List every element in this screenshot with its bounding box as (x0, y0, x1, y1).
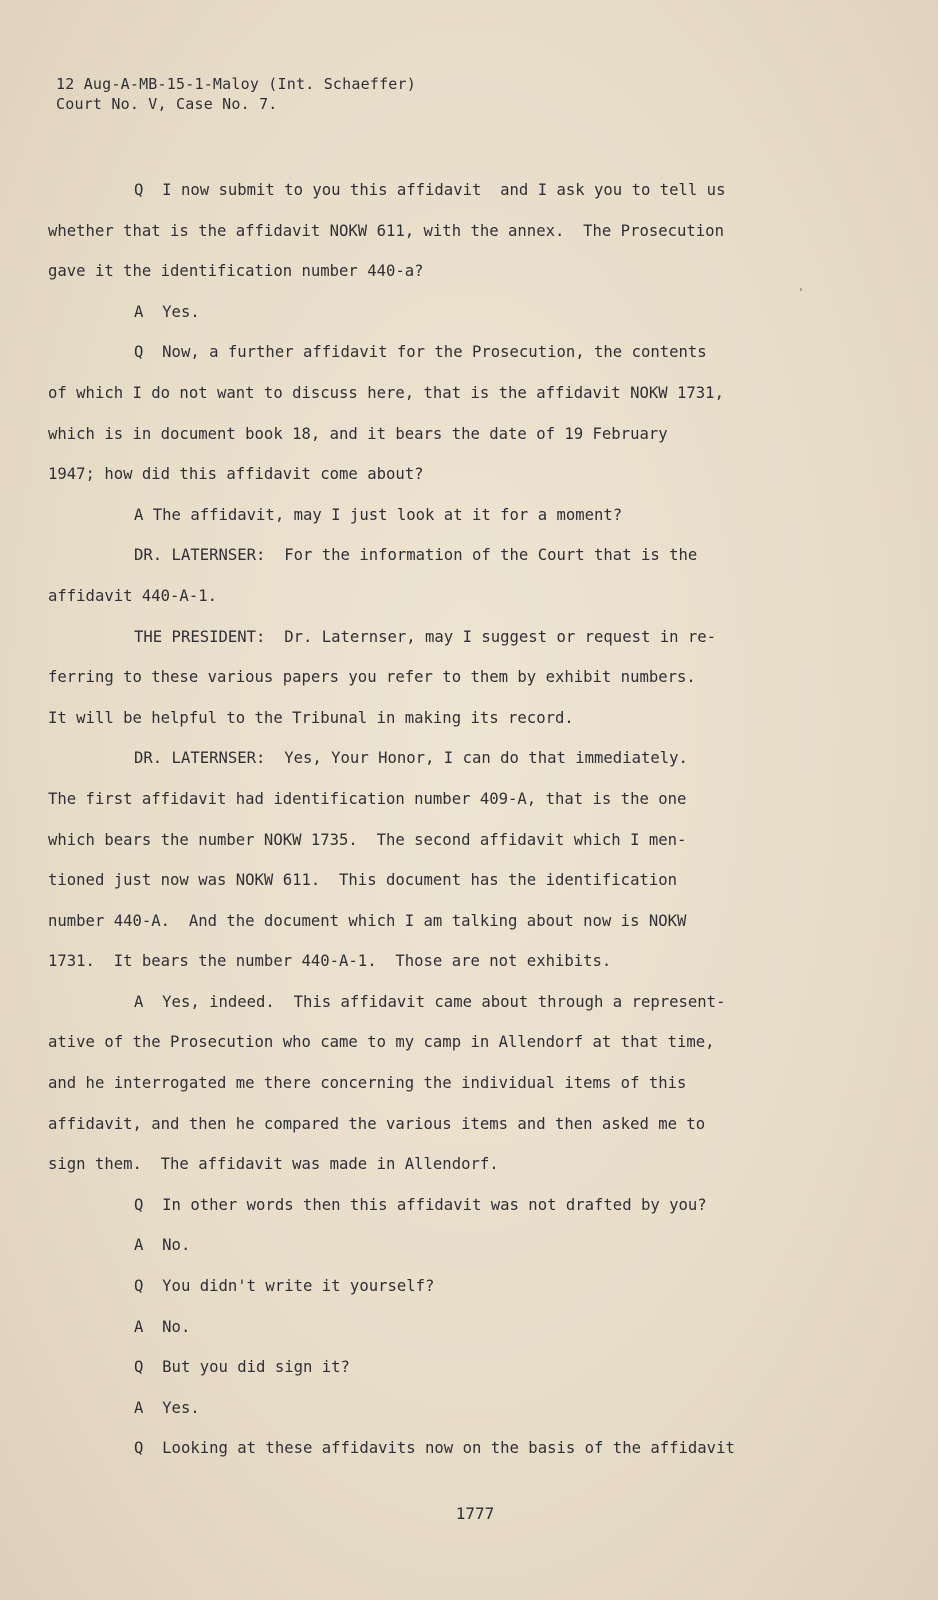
transcript-line: The first affidavit had identification number 409-A, that is the one (48, 789, 687, 808)
transcript-line: ative of the Prosecution who came to my camp in Allendorf at that time, (48, 1033, 715, 1052)
page-number: 1777 (455, 1504, 495, 1523)
transcript-line: Q But you did sign it? (134, 1358, 350, 1377)
transcript-line: 1731. It bears the number 440-A-1. Those are not exhibits. (48, 952, 612, 971)
transcript-line: which bears the number NOKW 1735. The second affidavit which I men- (48, 830, 687, 849)
transcript-body (48, 170, 793, 1469)
transcript-line: DR. LATERNSER: For the information of the Court that is the (134, 546, 698, 565)
transcript-line: It will be helpful to the Tribunal in making its record. (48, 708, 574, 727)
transcript-line: Q Looking at these affidavits now on the basis of the affidavit (134, 1439, 735, 1458)
transcript-line: number 440-A. And the document which I am talking about now is NOKW (48, 911, 687, 930)
transcript-line: Q Now, a further affidavit for the Prosecution, the contents (134, 343, 707, 362)
transcript-line: ferring to these various papers you refer to them by exhibit numbers. (48, 668, 696, 687)
transcript-line: whether that is the affidavit NOKW 611, with the annex. The Prosecution (48, 221, 724, 240)
paper-speck (800, 288, 802, 291)
transcript-line: affidavit, and then he compared the various items and then asked me to (48, 1114, 706, 1133)
transcript-line: gave it the identification number 440-a? (48, 262, 424, 281)
transcript-line: affidavit 440-A-1. (48, 586, 217, 605)
transcript-line: Q You didn't write it yourself? (134, 1277, 435, 1296)
transcript-line: THE PRESIDENT: Dr. Laternser, may I suggest or request in re- (134, 627, 717, 646)
header-line-2: Court No. V, Case No. 7. (56, 95, 278, 113)
transcript-line: Q I now submit to you this affidavit and I ask you to tell us (134, 181, 726, 199)
transcript-line: Q In other words then this affidavit was not drafted by you? (134, 1195, 707, 1214)
document-header (56, 74, 416, 114)
transcript-line: A Yes. (134, 302, 200, 321)
transcript-line: and he interrogated me there concerning the individual items of this (48, 1074, 687, 1093)
transcript-line: A The affidavit, may I just look at it for a moment? (134, 505, 623, 524)
transcript-line: DR. LATERNSER: Yes, Your Honor, I can do that immediately. (134, 749, 688, 768)
transcript-line: A Yes, indeed. This affidavit came about through a represent- (134, 992, 726, 1011)
header-line-1: 12 Aug-A-MB-15-1-Maloy (Int. Schaeffer) (56, 75, 416, 93)
transcript-line: A No. (134, 1236, 191, 1255)
transcript-line: A Yes. (134, 1398, 200, 1417)
transcript-line: tioned just now was NOKW 611. This document has the identification (48, 871, 678, 890)
transcript-line: 1947; how did this affidavit come about? (48, 465, 424, 484)
transcript-line: of which I do not want to discuss here, that is the affidavit NOKW 1731, (48, 383, 724, 402)
transcript-line: which is in document book 18, and it bears the date of 19 February (48, 424, 668, 443)
transcript-line: A No. (134, 1317, 191, 1336)
transcript-line: sign them. The affidavit was made in Allendorf. (48, 1155, 499, 1174)
